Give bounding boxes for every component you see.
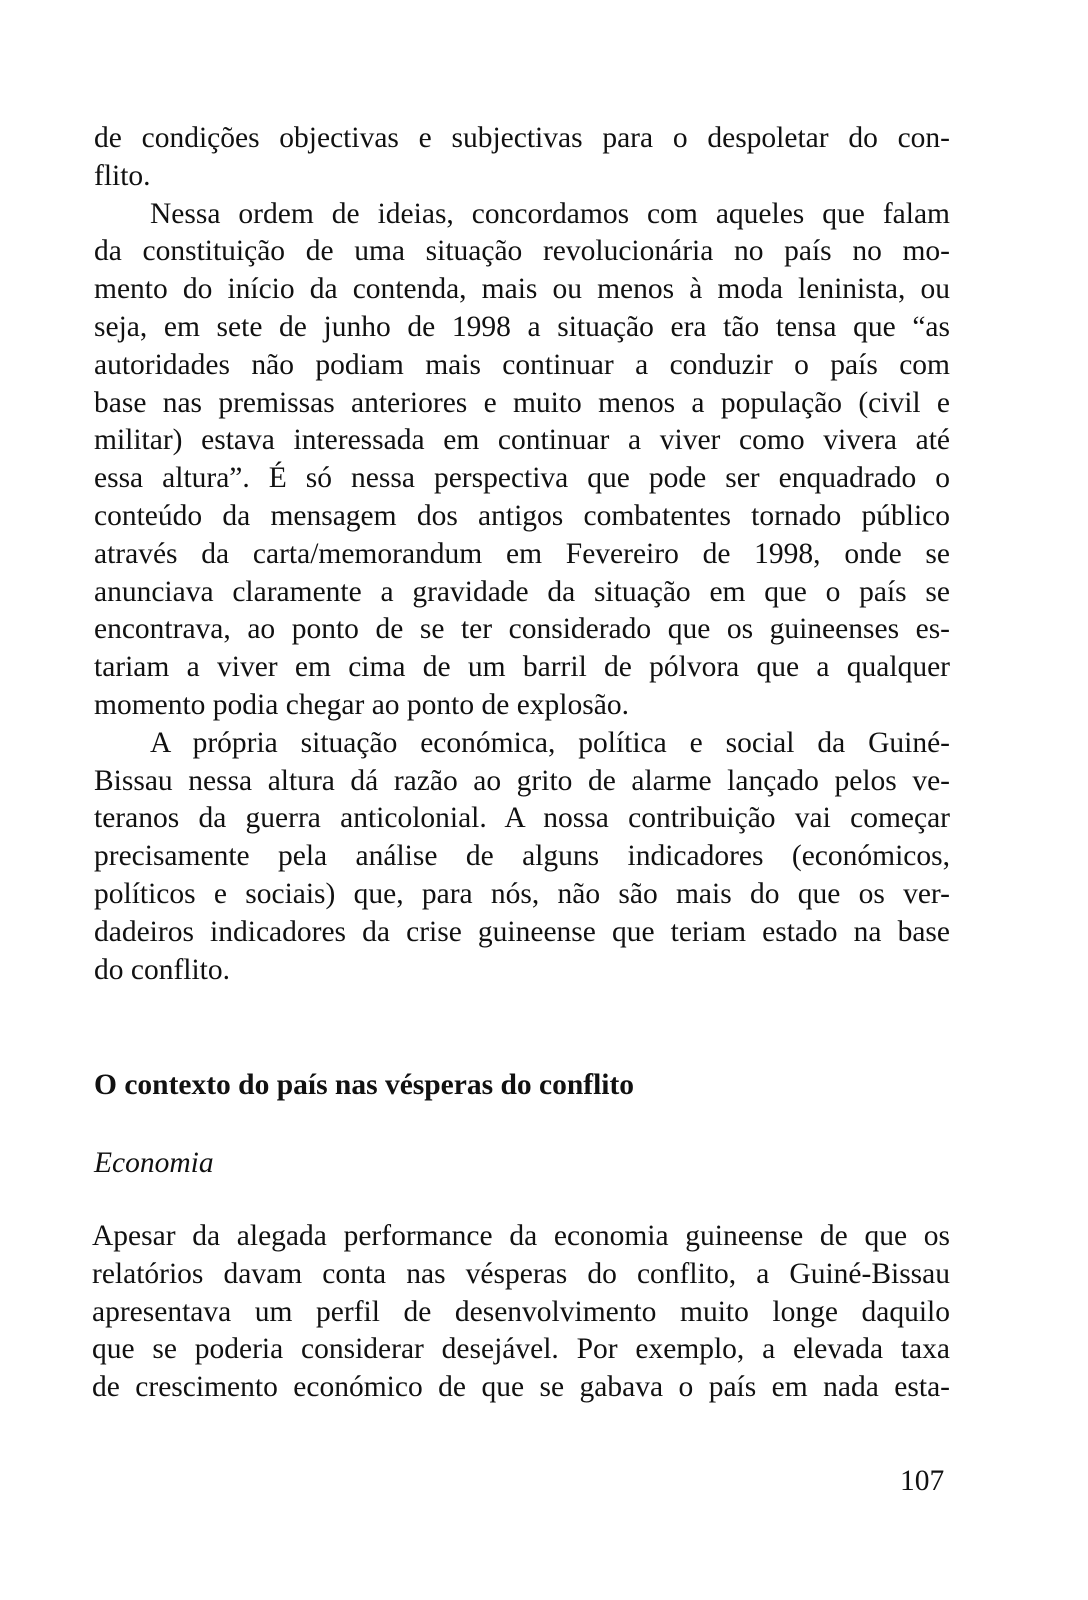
text-line: militar) estava interessada em continuar a viver como vivera até	[94, 424, 950, 457]
text-line: que se poderia considerar desejável. Por exemplo, a elevada taxa	[92, 1333, 950, 1366]
text-line: conteúdo da mensagem dos antigos combatentes tornado público	[94, 499, 950, 532]
text-line: relatórios davam conta nas vésperas do conflito, a Guiné-Bissau	[92, 1257, 950, 1290]
text-line: da constituição de uma situação revolucionária no país no mo-	[94, 235, 950, 268]
paragraph-2	[94, 196, 950, 725]
section-subheading: Economia	[94, 1147, 214, 1179]
text-line: tariam a viver em cima de um barril de pólvora que a qualquer	[94, 651, 950, 684]
paragraph-4	[92, 1218, 950, 1407]
text-line: momento podia chegar ao ponto de explosão.	[94, 688, 629, 721]
text-line: do conflito.	[94, 953, 231, 986]
text-line: dadeiros indicadores da crise guineense que teriam estado na base	[94, 915, 950, 948]
text-line: seja, em sete de junho de 1998 a situação era tão tensa que “as	[94, 310, 950, 343]
paragraph-3	[94, 725, 950, 990]
text-line: políticos e sociais) que, para nós, não são mais do que os ver-	[94, 877, 950, 910]
text-line: precisamente pela análise de alguns indicadores (económicos,	[94, 840, 950, 873]
text-line: de condições objectivas e subjectivas para o despoletar do con-	[94, 122, 950, 154]
text-line: teranos da guerra anticolonial. A nossa contribuição vai começar	[94, 802, 950, 835]
text-line: A própria situação económica, política e social da Guiné-	[150, 726, 950, 759]
text-line: autoridades não podiam mais continuar a conduzir o país com	[94, 348, 950, 381]
section-heading: O contexto do país nas vésperas do conflito	[94, 1069, 635, 1101]
text-line: flito.	[94, 159, 151, 192]
body-text	[94, 120, 950, 989]
text-line: mento do início da contenda, mais ou menos à moda leninista, ou	[94, 273, 950, 306]
paragraph-1	[94, 120, 950, 196]
text-line: Bissau nessa altura dá razão ao grito de alarme lançado pelos ve-	[94, 764, 950, 797]
text-line: encontrava, ao ponto de se ter considerado que os guineenses es-	[94, 613, 950, 646]
page-number: 107	[900, 1465, 945, 1497]
text-line: anunciava claramente a gravidade da situação em que o país se	[94, 575, 950, 608]
text-line: de crescimento económico de que se gabava o país em nada esta-	[92, 1371, 950, 1404]
text-line: Apesar da alegada performance da economia guineense de que os	[92, 1220, 950, 1252]
text-line: essa altura”. É só nessa perspectiva que pode ser enquadrado o	[94, 462, 950, 495]
text-line: apresentava um perfil de desenvolvimento muito longe daquilo	[92, 1295, 950, 1328]
text-line: através da carta/memorandum em Fevereiro de 1998, onde se	[94, 537, 950, 570]
text-line: Nessa ordem de ideias, concordamos com aqueles que falam	[150, 197, 950, 230]
text-line: base nas premissas anteriores e muito menos a população (civil e	[94, 386, 950, 419]
